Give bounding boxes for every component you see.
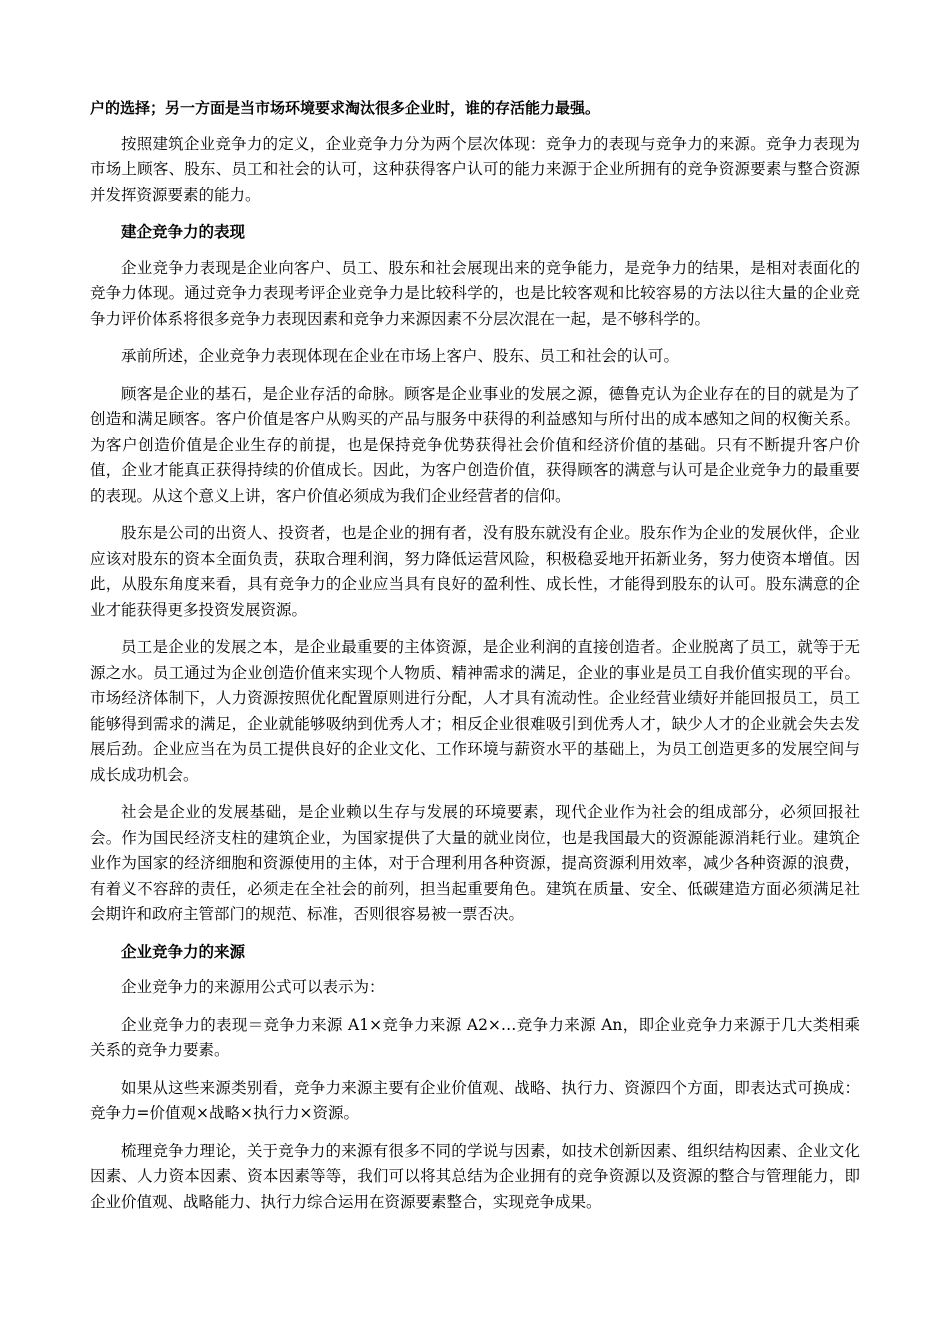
paragraph: 如果从这些来源类别看，竞争力来源主要有企业价值观、战略、执行力、资源四个方面，即表达式可换成：竞争力=价值观×战略×执行力×资源。: [90, 1078, 860, 1122]
intro-paragraph: 按照建筑企业竞争力的定义，企业竞争力分为两个层次体现：竞争力的表现与竞争力的来源。竞争力表现为市场上顾客、股东、员工和社会的认可，这种获得客户认可的能力来源于企业所拥有的竞争资源要素与整合资源并发挥资源要素的能力。: [90, 134, 860, 204]
paragraph: 企业竞争力表现是企业向客户、员工、股东和社会展现出来的竞争能力，是竞争力的结果，是相对表面化的竞争力体现。通过竞争力表现考评企业竞争力是比较科学的，也是比较客观和比较容易的方法以往大量的企业竞争力评价体系将很多竞争力表现因素和竞争力来源因素不分层次混在一起，是不够科学的。: [90, 258, 860, 328]
paragraph: 梳理竞争力理论，关于竞争力的来源有很多不同的学说与因素，如技术创新因素、组织结构因素、企业文化因素、人力资本因素、资本因素等等，我们可以将其总结为企业拥有的竞争资源以及资源的整合与管理能力，即企业价值观、战略能力、执行力综合运用在资源要素整合，实现竞争成果。: [90, 1141, 860, 1211]
paragraph: 顾客是企业的基石，是企业存活的命脉。顾客是企业事业的发展之源，德鲁克认为企业存在的目的就是为了创造和满足顾客。客户价值是客户从购买的产品与服务中获得的利益感知与所付出的成本感知之间的权衡关系。为客户创造价值是企业生存的前提，也是保持竞争优势获得社会价值和经济价值的基础。只有不断提升客户价值，企业才能真正获得持续的价值成长。因此，为客户创造价值，获得顾客的满意与认可是企业竞争力的最重要的表现。从这个意义上讲，客户价值必须成为我们企业经营者的信仰。: [90, 384, 860, 505]
lead-text: 户的选择；另一方面是当市场环境要求淘汰很多企业时，谁的存活能力最强。: [90, 99, 601, 117]
paragraph: 社会是企业的发展基础，是企业赖以生存与发展的环境要素，现代企业作为社会的组成部分，必须回报社会。作为国民经济支柱的建筑企业，为国家提供了大量的就业岗位，也是我国最大的资源能源消耗行业。建筑企业作为国家的经济细胞和资源使用的主体，对于合理利用各种资源，提高资源利用效率，减少各种资源的浪费，有着义不容辞的责任，必须走在全社会的前列，担当起重要角色。建筑在质量、安全、低碳建造方面必须满足社会期许和政府主管部门的规范、标准，否则很容易被一票否决。: [90, 803, 860, 923]
paragraph: 承前所述，企业竞争力表现体现在企业在市场上客户、股东、员工和社会的认可。: [121, 347, 680, 365]
paragraph: 企业竞争力的来源用公式可以表示为：: [121, 978, 385, 996]
section-heading-source: 企业竞争力的来源: [121, 942, 246, 961]
paragraph: 企业竞争力的表现＝竞争力来源 A1×竞争力来源 A2×…竞争力来源 An，即企业竞争力来源于几大类相乘关系的竞争力要素。: [90, 1015, 860, 1059]
paragraph: 股东是公司的出资人、投资者，也是企业的拥有者，没有股东就没有企业。股东作为企业的发展伙伴，企业应该对股东的资本全面负责，获取合理利润，努力降低运营风险，积极稳妥地开拓新业务，努力使资本增值。因此，从股东角度来看，具有竞争力的企业应当具有良好的盈利性、成长性，才能得到股东的认可。股东满意的企业才能获得更多投资发展资源。: [90, 524, 860, 619]
document-page: [90, 96, 860, 1227]
section-heading-performance: 建企竞争力的表现: [121, 223, 246, 241]
paragraph: 员工是企业的发展之本，是企业最重要的主体资源，是企业利润的直接创造者。企业脱离了员工，就等于无源之水。员工通过为企业创造价值来实现个人物质、精神需求的满足，企业的事业是员工自我价值实现的平台。市场经济体制下，人力资源按照优化配置原则进行分配，人才具有流动性。企业经营业绩好并能回报员工，员工能够得到需求的满足，企业就能够吸纳到优秀人才；相反企业很难吸引到优秀人才，缺少人才的企业就会失去发展后劲。企业应当在为员工提供良好的企业文化、工作环境与薪资水平的基础上，为员工创造更多的发展空间与成长成功机会。: [90, 638, 860, 784]
